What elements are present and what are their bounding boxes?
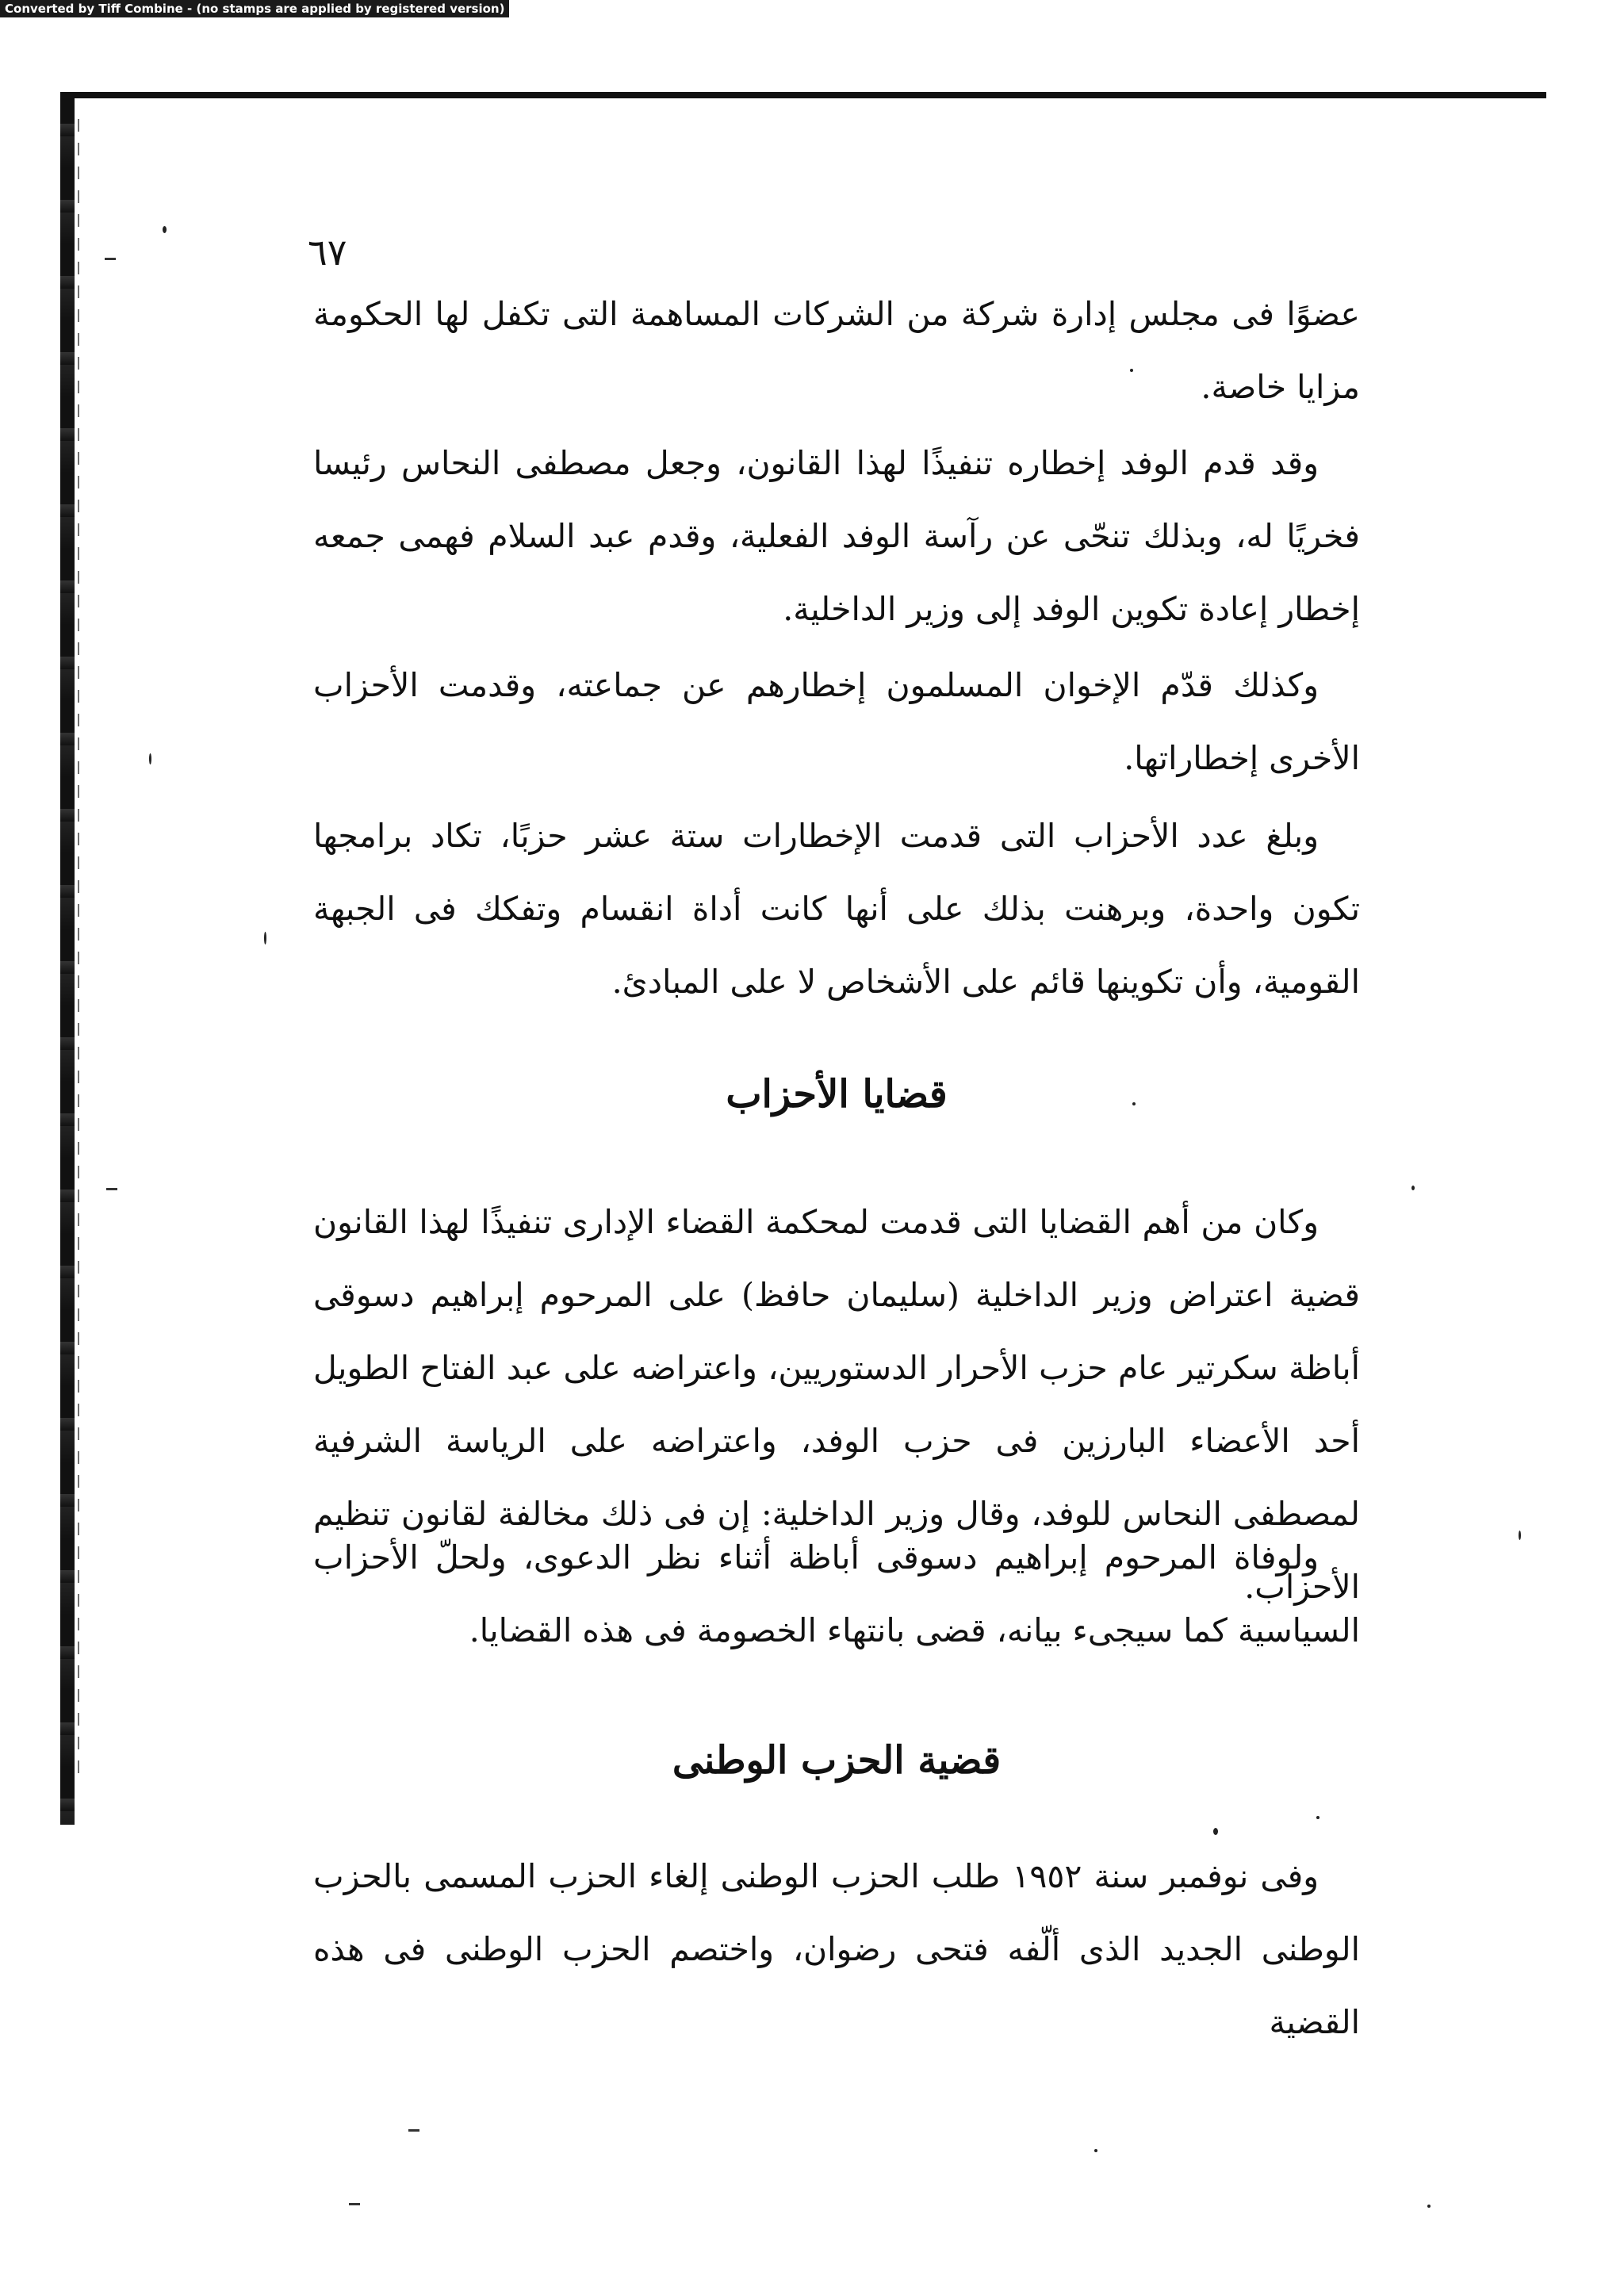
scan-speck [1316, 1816, 1320, 1819]
scan-speck [1427, 2205, 1431, 2208]
scan-dash [408, 2129, 419, 2132]
paragraph-1: عضوًا فى مجلس إدارة شركة من الشركات المساهمة التى تكفل لها الحكومة مزايا خاصة. [313, 295, 1360, 406]
scan-speck [1094, 2149, 1097, 2152]
scan-dash [349, 2203, 360, 2205]
paragraph-7: وفى نوفمبر سنة ١٩٥٢ طلب الحزب الوطنى إلغاء الحزب المسمى بالحزب الوطنى الجديد الذى ألّفه فتحى رضوان، واختصم الحزب الوطنى فى هذه القضية [313, 1857, 1360, 2041]
scan-speck [1411, 1186, 1415, 1190]
paragraph-2: وقد قدم الوفد إخطاره تنفيذًا لهذا القانون، وجعل مصطفى النحاس رئيسا فخريًا له، وبذلك تنحّى عن رآسة الوفد الفعلية، وقدم عبد السلام فهمى جمعه إخطار إعادة تكوين الوفد إلى وزير الداخلية. [313, 444, 1360, 628]
scan-speck [149, 753, 151, 764]
section-heading-national-party-case: قضية الحزب الوطنى [672, 1738, 1002, 1783]
scan-speck [264, 932, 266, 944]
paragraph-5: وكان من أهم القضايا التى قدمت لمحكمة القضاء الإدارى تنفيذًا لهذا القانون قضية اعتراض وزير الداخلية (سليمان حافظ) على المرحوم إبراهيم دسوقى أباظة سكرتير عام حزب الأحرار الدستوريين، واعتراضه على عبد الفتاح الطويل أحد الأعضاء البارزين فى حزب الوفد، واعتراضه على الرياسة الشرفية لمصطفى النحاس للوفد، وقال وزير الداخلية: إن فى ذلك مخالفة لقانون تنظيم الأحزاب. [313, 1203, 1360, 1606]
paragraph-3: وكذلك قدّم الإخوان المسلمون إخطارهم عن جماعته، وقدمت الأحزاب الأخرى إخطاراتها. [313, 666, 1360, 777]
scan-speck [1213, 1828, 1218, 1835]
top-rule [63, 92, 1546, 98]
binding-strip [78, 119, 79, 1784]
scan-speck [1519, 1531, 1521, 1540]
paragraph-6: ولوفاة المرحوم إبراهيم دسوقى أباظة أثناء نظر الدعوى، ولحلّ الأحزاب السياسية كما سيجىء بيانه، قضى بانتهاء الخصومة فى هذه القضايا. [313, 1538, 1360, 1649]
scan-dash [106, 1188, 117, 1190]
converter-watermark: Converted by Tiff Combine - (no stamps are applied by registered version) [0, 0, 509, 17]
page-number: ٦٧ [308, 231, 347, 274]
binding-edge [60, 92, 75, 1825]
paragraph-4: وبلغ عدد الأحزاب التى قدمت الإخطارات ستة عشر حزبًا، تكاد برامجها تكون واحدة، وبرهنت بذلك على أنها كانت أداة انقسام وتفكك فى الجبهة القومية، وأن تكوينها قائم على الأشخاص لا على المبادئ. [313, 817, 1360, 1001]
scan-dash [105, 258, 116, 260]
scan-speck [163, 226, 167, 233]
section-heading-party-cases: قضايا الأحزاب [726, 1072, 948, 1117]
